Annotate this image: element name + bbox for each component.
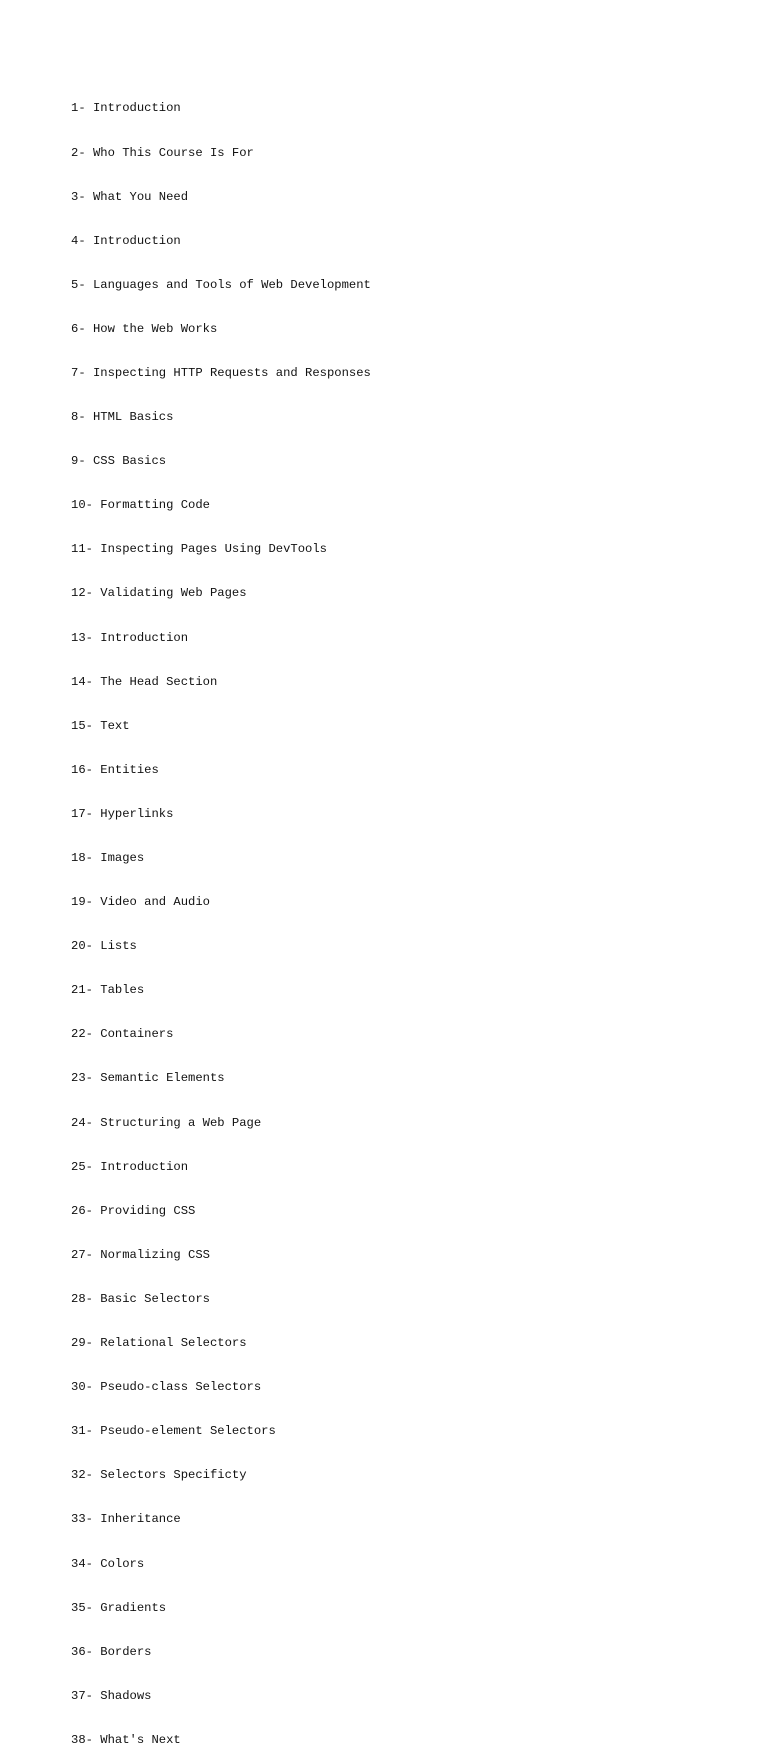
list-item: 26- Providing CSS xyxy=(71,1203,196,1218)
list-item: 18- Images xyxy=(71,851,145,865)
list-item: 23- Semantic Elements xyxy=(71,1071,225,1086)
list-item: 24- Structuring a Web Page xyxy=(71,1115,262,1130)
list-item: 12- Validating Web Pages xyxy=(71,586,247,601)
list-item: 2- Who This Course Is For xyxy=(71,145,254,160)
list-item: 33- Inheritance xyxy=(71,1512,181,1527)
list-item: 4- Introduction xyxy=(71,233,181,248)
list-item: 32- Selectors Specificty xyxy=(71,1468,247,1483)
list-item: 3- What You Need xyxy=(71,189,189,204)
list-item: 25- Introduction xyxy=(71,1159,189,1174)
list-item: 10- Formatting Code xyxy=(71,498,210,513)
document-text xyxy=(71,72,371,1762)
list-item: 11- Inspecting Pages Using DevTools xyxy=(71,542,327,557)
list-item: 8- HTML Basics xyxy=(71,410,174,425)
list-item: 21- Tables xyxy=(71,983,145,998)
list-item: 14- The Head Section xyxy=(71,674,218,689)
list-item: 37- Shadows xyxy=(71,1688,152,1703)
list-item: 31- Pseudo-element Selectors xyxy=(71,1424,276,1439)
list-item: 29- Relational Selectors xyxy=(71,1336,247,1351)
list-item: 34- Colors xyxy=(71,1556,145,1571)
list-item: 13- Introduction xyxy=(71,630,189,645)
list-item: 5- Languages and Tools of Web Development xyxy=(71,277,371,292)
list-item: 22- Containers xyxy=(71,1027,174,1042)
list-item: 6- How the Web Works xyxy=(71,321,218,336)
list-item: 27- Normalizing CSS xyxy=(71,1247,210,1262)
list-item: 35- Gradients xyxy=(71,1600,167,1615)
list-item: 9- CSS Basics xyxy=(71,454,167,469)
list-item: 30- Pseudo-class Selectors xyxy=(71,1380,262,1395)
list-item: 17- Hyperlinks xyxy=(71,806,174,821)
list-item: 28- Basic Selectors xyxy=(71,1291,210,1306)
list-item: 38- What's Next xyxy=(71,1732,181,1747)
list-item: 36- Borders xyxy=(71,1644,152,1659)
list-item: 1- Introduction xyxy=(71,101,181,116)
list-item: 16- Entities xyxy=(71,762,159,777)
list-item: 19- Video and Audio xyxy=(71,895,210,910)
list-item: 7- Inspecting HTTP Requests and Responses xyxy=(71,365,371,380)
list-item: 20- Lists xyxy=(71,939,137,954)
list-item: 15- Text xyxy=(71,718,130,733)
